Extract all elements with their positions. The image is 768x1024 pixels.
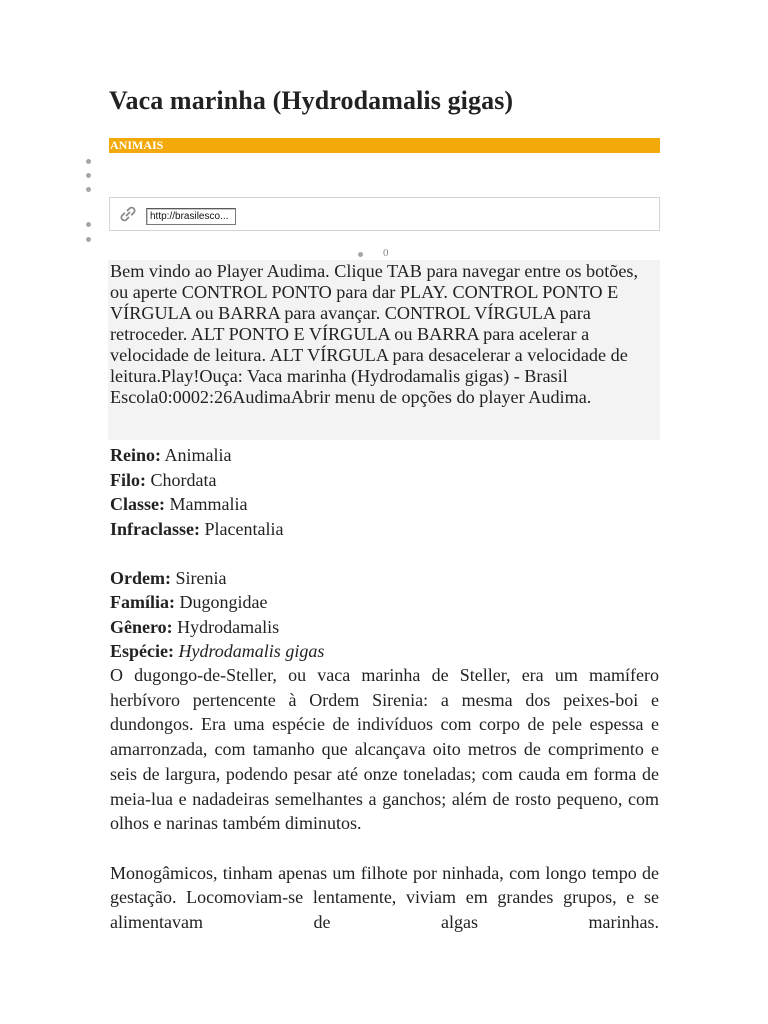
pager-number[interactable]: 0: [383, 247, 389, 259]
category-label[interactable]: ANIMAIS: [109, 138, 660, 153]
paragraph: Monogâmicos, tinham apenas um filhote por ninhada, com longo tempo de gestação. Locomoviam-se lentamente, viviam em grandes grupos, e se alimentavam de algas marinhas.: [110, 862, 659, 933]
pager-dot[interactable]: [358, 252, 363, 257]
taxonomy-value: Dugongidae: [175, 592, 268, 612]
taxonomy-value: Mammalia: [165, 494, 248, 514]
article-body: [110, 663, 659, 935]
taxonomy-list: [110, 443, 670, 664]
taxonomy-infraclasse: [110, 517, 670, 542]
share-link-box: [109, 197, 660, 231]
audio-player-text[interactable]: Bem vindo ao Player Audima. Clique TAB para navegar entre os botões, ou aperte CONTROL PONTO para dar PLAY. CONTROL PONTO E VÍRGULA ou BARRA para avançar. CONTROL VÍRGULA para retroceder. ALT PONTO E VÍRGULA ou BARRA para acelerar a velocidade de leitura. ALT VÍRGULA para desacelerar a velocidade de leitura.Play!Ouça: Vaca marinha (Hydrodamalis gigas) - Brasil Escola0:0002:26AudimaAbrir menu de opções do player Audima.: [108, 260, 660, 440]
list-bullet: [86, 173, 91, 178]
paragraph: O dugongo-de-Steller, ou vaca marinha de Steller, era um mamífero herbívoro pertencente à Ordem Sirenia: a mesma dos peixes-boi e dundongos. Era uma espécie de indivíduos com corpo de pele espessa e amarronzada, com tamanho que alcançava oito metros de comprimento e seis de largura, podendo pesar até onze toneladas; com cauda em forma de meia-lua e nadadeiras semelhantes a ganchos; além de rosto pequeno, com olhos e narinas também diminutos.: [110, 665, 659, 834]
list-bullet: [86, 237, 91, 242]
taxonomy-value: Chordata: [146, 469, 217, 490]
taxonomy-familia: [110, 590, 670, 615]
taxonomy-label: Espécie:: [110, 641, 174, 661]
list-bullet: [86, 187, 91, 192]
list-bullet: [86, 222, 91, 227]
taxonomy-label: Reino:: [110, 445, 161, 465]
taxonomy-especie: [110, 639, 670, 664]
taxonomy-label: Infraclasse:: [110, 518, 200, 539]
taxonomy-value: Hydrodamalis: [172, 616, 280, 637]
taxonomy-label: Gênero:: [110, 616, 173, 637]
taxonomy-value: Hydrodamalis gigas: [173, 641, 325, 661]
taxonomy-ordem: [110, 566, 670, 591]
taxonomy-classe: [110, 492, 670, 517]
taxonomy-filo: [110, 468, 670, 493]
taxonomy-reino: [110, 443, 670, 468]
page-title: Vaca marinha (Hydrodamalis gigas): [109, 86, 514, 115]
taxonomy-value: Sirenia: [170, 567, 227, 588]
link-icon[interactable]: [118, 204, 138, 224]
list-bullet: [86, 159, 91, 164]
taxonomy-value: Animalia: [161, 445, 232, 465]
taxonomy-label: Ordem:: [110, 567, 171, 588]
spacer: [110, 541, 670, 566]
taxonomy-label: Família:: [110, 592, 175, 612]
taxonomy-genero: [110, 615, 670, 640]
share-url-field[interactable]: http://brasilesco...: [146, 208, 236, 225]
taxonomy-value: Placentalia: [199, 518, 284, 539]
taxonomy-label: Classe:: [110, 494, 165, 514]
taxonomy-label: Filo:: [110, 469, 146, 490]
